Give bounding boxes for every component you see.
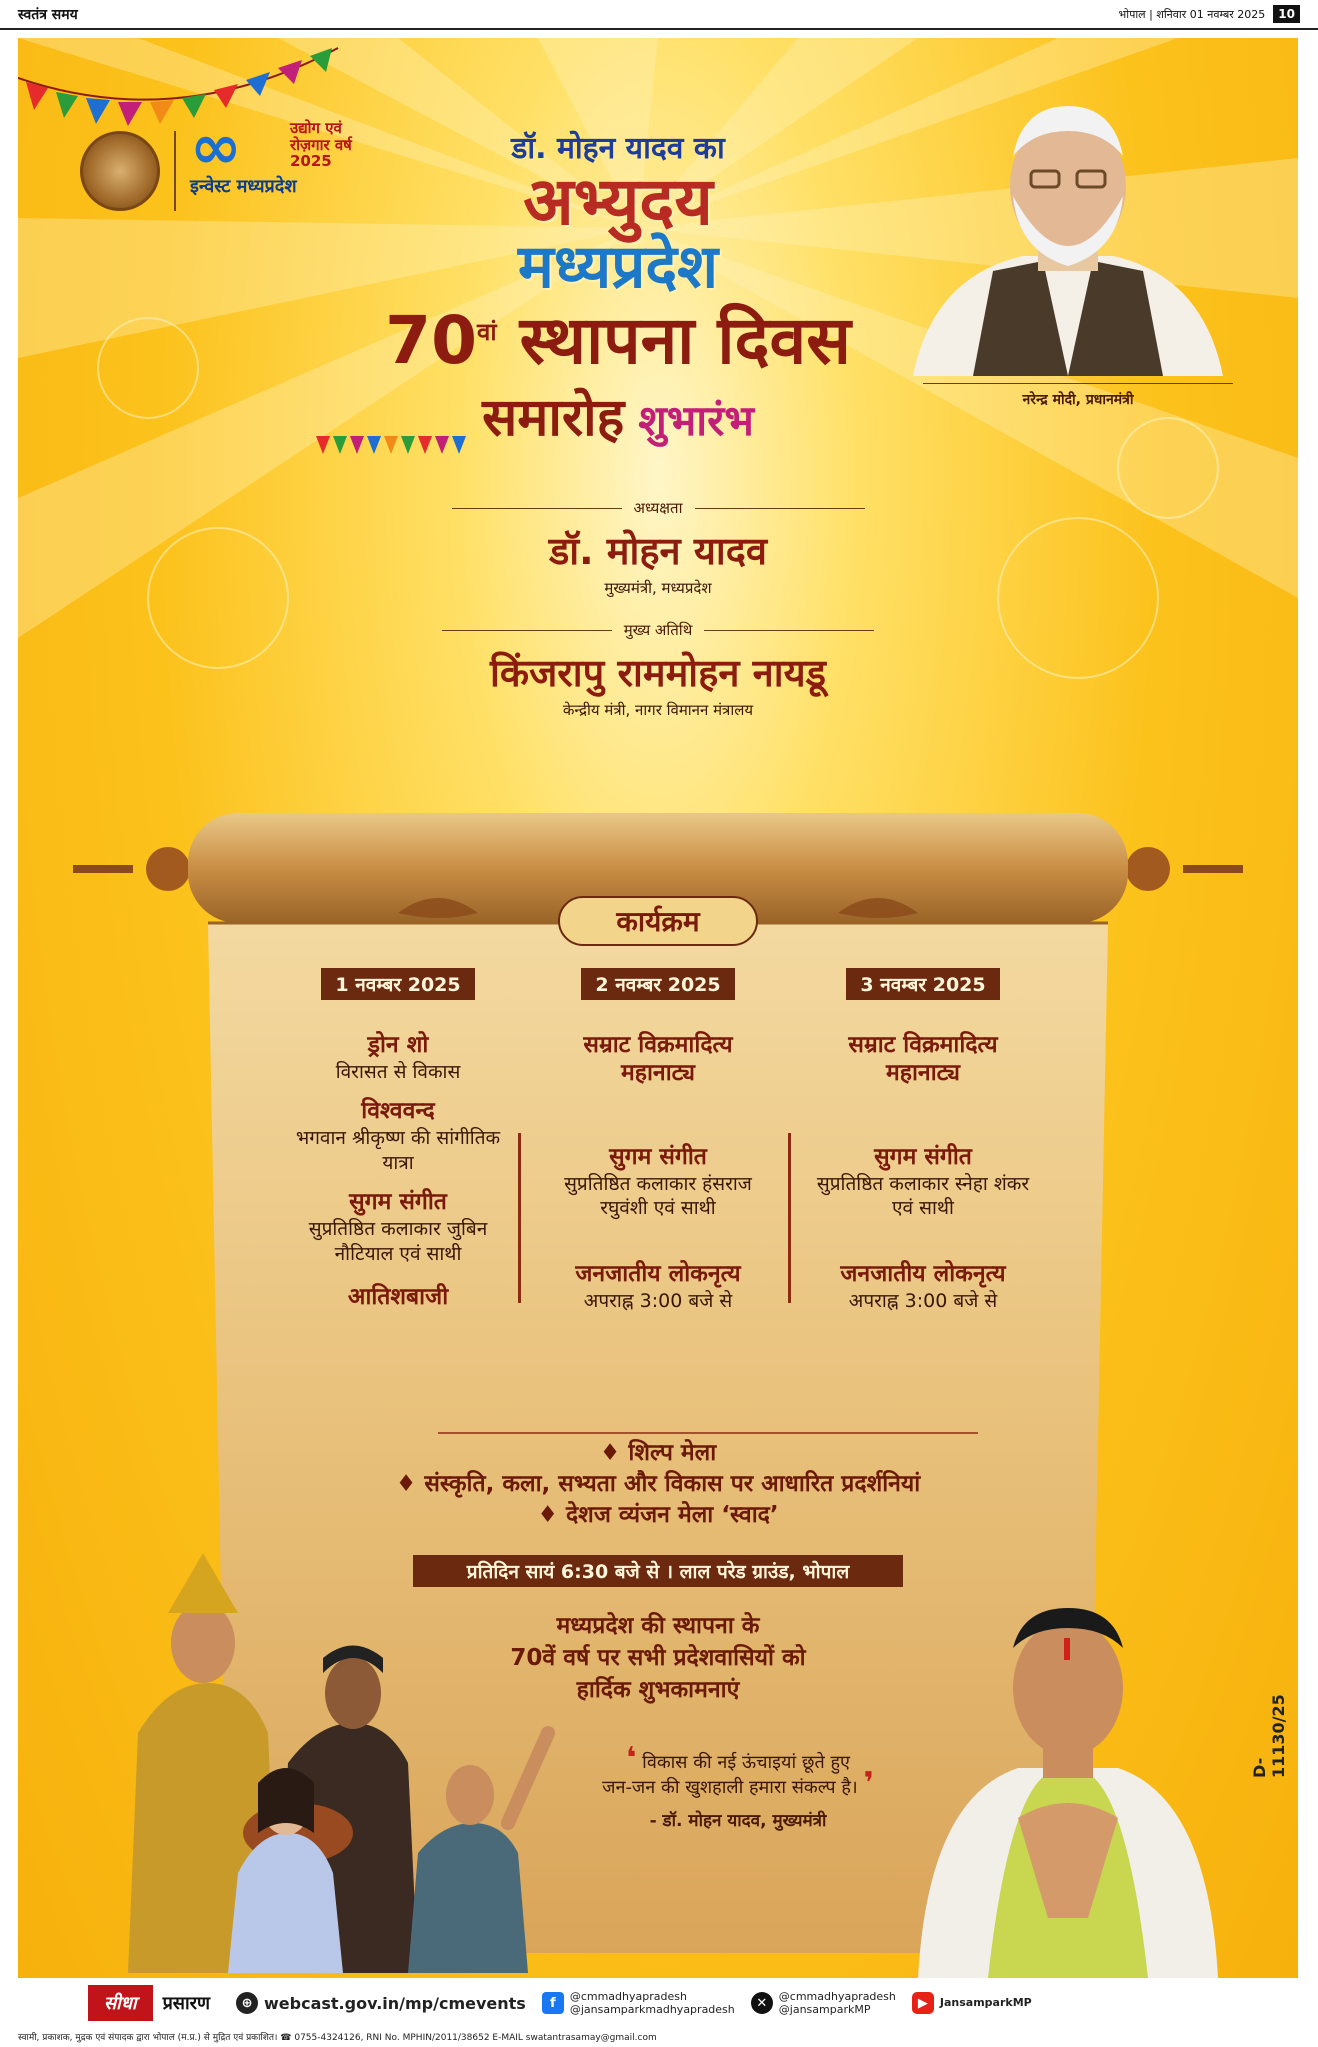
x-handle: @jansamparkMP <box>778 2003 871 2016</box>
dignitaries-section <box>358 498 958 720</box>
invest-logo-side-text: उद्योग एवं रोज़गार वर्ष 2025 <box>290 119 352 170</box>
quote-attribution: - डॉ. मोहन यादव, मुख्यमंत्री <box>649 1811 827 1832</box>
event-title: विश्ववन्द <box>361 1098 435 1125</box>
day-1-date: 1 नवम्बर 2025 <box>321 968 474 1000</box>
highlight-item: ♦ देशज व्यंजन मेला ‘स्वाद’ <box>537 1502 779 1529</box>
event-detail: अपराह्न 3:00 बजे से <box>583 1289 733 1312</box>
divider-line <box>442 630 612 631</box>
time-venue-bar: प्रतिदिन सायं 6:30 बजे से । लाल परेड ग्राउंड, भोपाल <box>413 1555 903 1587</box>
globe-icon: ⊕ <box>236 1992 258 2014</box>
inauguration-text: शुभारंभ <box>638 395 754 445</box>
day-3-date: 3 नवम्बर 2025 <box>846 968 999 1000</box>
greeting-line: 70वें वर्ष पर सभी प्रदेशवासियों को <box>510 1645 806 1672</box>
facebook-icon: f <box>542 1992 564 2014</box>
event-title: जनजातीय लोकनृत्य <box>840 1260 1006 1287</box>
quote-line <box>578 1741 898 1776</box>
prime-minister-photo <box>903 76 1233 376</box>
youtube-handle: JansamparkMP <box>939 1996 1032 2010</box>
x-links[interactable] <box>751 1990 896 2016</box>
greeting-line: हार्दिक शुभकामनाएं <box>576 1677 740 1704</box>
dateline: भोपाल | शनिवार 01 नवम्बर 2025 <box>1118 7 1266 21</box>
page-number: 10 <box>1273 5 1300 23</box>
quote-text: विकास की नई ऊंचाइयां छूते हुए <box>642 1752 850 1773</box>
chief-guest-designation: केन्द्रीय मंत्री, नागर विमानन मंत्रालय <box>562 701 754 719</box>
program-title: कार्यक्रम <box>558 896 758 946</box>
invest-mark-icon: ∞ <box>190 110 242 183</box>
quote-open-icon: ❛ <box>626 1741 637 1776</box>
newspaper-masthead <box>0 0 1318 30</box>
youtube-link[interactable] <box>912 1992 1032 2014</box>
live-broadcast-bar <box>18 1978 1298 2028</box>
invest-logo-text: इन्वेस्ट मध्यप्रदेश <box>190 176 297 197</box>
highlight-item: ♦ शिल्प मेला <box>599 1440 717 1466</box>
greeting-line: मध्यप्रदेश की स्थापना के <box>556 1613 760 1639</box>
ad-code: D-11130/25 <box>1250 1694 1288 1778</box>
day-1-column <box>283 968 513 1312</box>
event-headline <box>308 126 928 451</box>
logo-divider <box>174 131 176 211</box>
divider-line <box>695 508 865 509</box>
event-title: सुगम संगीत <box>874 1144 972 1170</box>
highlight-item: ♦ संस्कृति, कला, सभ्यता और विकास पर आधारित प्रदर्शनियां <box>395 1471 921 1498</box>
newspaper-name: स्वतंत्र समय <box>18 6 78 23</box>
artists-collage <box>108 1533 578 1973</box>
event-title: सम्राट विक्रमादित्य महानाट्य <box>583 1032 733 1086</box>
presiding-name: डॉ. मोहन यादव <box>548 529 768 573</box>
quote-text: जन-जन की खुशहाली हमारा संकल्प है। <box>602 1777 858 1799</box>
event-title: आतिशबाजी <box>347 1284 449 1311</box>
advertisement <box>18 38 1298 2028</box>
ceremony-text: समारोह <box>482 387 625 448</box>
event-title: सुगम संगीत <box>609 1144 707 1170</box>
prime-minister-caption: नरेन्द्र मोदी, प्रधानमंत्री <box>923 383 1233 409</box>
event-detail: भगवान श्रीकृष्ण की सांगीतिक यात्रा <box>295 1126 501 1174</box>
quote-line <box>578 1766 898 1802</box>
masthead-right <box>1119 5 1301 23</box>
column-divider <box>788 1133 791 1303</box>
event-detail: सुप्रतिष्ठित कलाकार हंसराज रघुवंशी एवं साथी <box>564 1172 752 1220</box>
event-title: सम्राट विक्रमादित्य महानाट्य <box>848 1032 998 1086</box>
chief-guest-role-line <box>358 620 958 640</box>
facebook-links[interactable] <box>542 1990 735 2016</box>
event-detail: अपराह्न 3:00 बजे से <box>848 1289 998 1312</box>
presiding-role-line <box>358 498 958 518</box>
x-handles <box>779 1990 896 2016</box>
event-title: ड्रोन शो <box>367 1032 429 1058</box>
webcast-url: webcast.gov.in/mp/cmevents <box>264 1993 526 2013</box>
chief-minister-photo <box>898 1538 1238 1978</box>
event-detail: सुप्रतिष्ठित कलाकार जुबिन नौटियाल एवं साथी <box>308 1217 488 1265</box>
x-handle: @cmmadhyapradesh <box>778 1989 896 2003</box>
chief-guest-name: किंजरापु राममोहन नायडू <box>490 651 826 695</box>
facebook-handle: @jansamparkmadhyapradesh <box>569 2003 735 2016</box>
anniversary-suffix: वां <box>477 318 497 347</box>
event-detail: विरासत से विकास <box>335 1060 461 1083</box>
cm-quote <box>578 1741 898 1834</box>
headline-line-3 <box>308 302 928 380</box>
presiding-designation: मुख्यमंत्री, मध्यप्रदेश <box>604 579 712 597</box>
headline-line-1: अभ्युदय <box>523 163 713 240</box>
chief-guest-role: मुख्य अतिथि <box>623 621 693 639</box>
facebook-handle: @cmmadhyapradesh <box>569 1989 687 2003</box>
event-title: जनजातीय लोकनृत्य <box>575 1260 741 1287</box>
live-broadcast-label <box>88 1985 220 2021</box>
divider-line <box>452 508 622 509</box>
foundation-day-text: स्थापना दिवस <box>519 302 851 380</box>
event-detail: सुप्रतिष्ठित कलाकार स्नेहा शंकर एवं साथी <box>816 1172 1030 1220</box>
day-3-column <box>808 968 1038 1313</box>
day-2-column <box>543 968 773 1313</box>
day-2-date: 2 नवम्बर 2025 <box>581 968 734 1000</box>
print-line: स्वामी, प्रकाशक, मुद्रक एवं संपादक द्वारा भोपाल (म.प्र.) से मुद्रित एवं प्रकाशित। ☎ 0755-4324126, RNI No. MPHIN/2011/38652 E-MAIL swatantrasamay@gmail.com <box>18 2033 657 2043</box>
column-divider <box>518 1133 521 1303</box>
presiding-role: अध्यक्षता <box>633 499 683 517</box>
facebook-handles <box>570 1990 735 2016</box>
live-label-a: सीधा <box>88 1985 153 2021</box>
headline-line-2: मध्यप्रदेश <box>517 232 719 303</box>
quote-close-icon: ❜ <box>863 1766 874 1802</box>
mini-bunting-decoration <box>316 436 466 458</box>
anniversary-number: 70 <box>385 302 478 380</box>
mp-government-emblem <box>80 131 160 211</box>
event-title: सुगम संगीत <box>349 1189 447 1216</box>
divider-line <box>704 630 874 631</box>
webcast-link[interactable] <box>236 1992 526 2014</box>
fair-highlights <box>278 1438 1038 1531</box>
youtube-icon: ▶ <box>912 1992 934 2014</box>
x-icon: ✕ <box>751 1992 773 2014</box>
live-label-b: प्रसारण <box>162 1993 211 2014</box>
headline-sub: डॉ. मोहन यादव का <box>511 131 725 166</box>
